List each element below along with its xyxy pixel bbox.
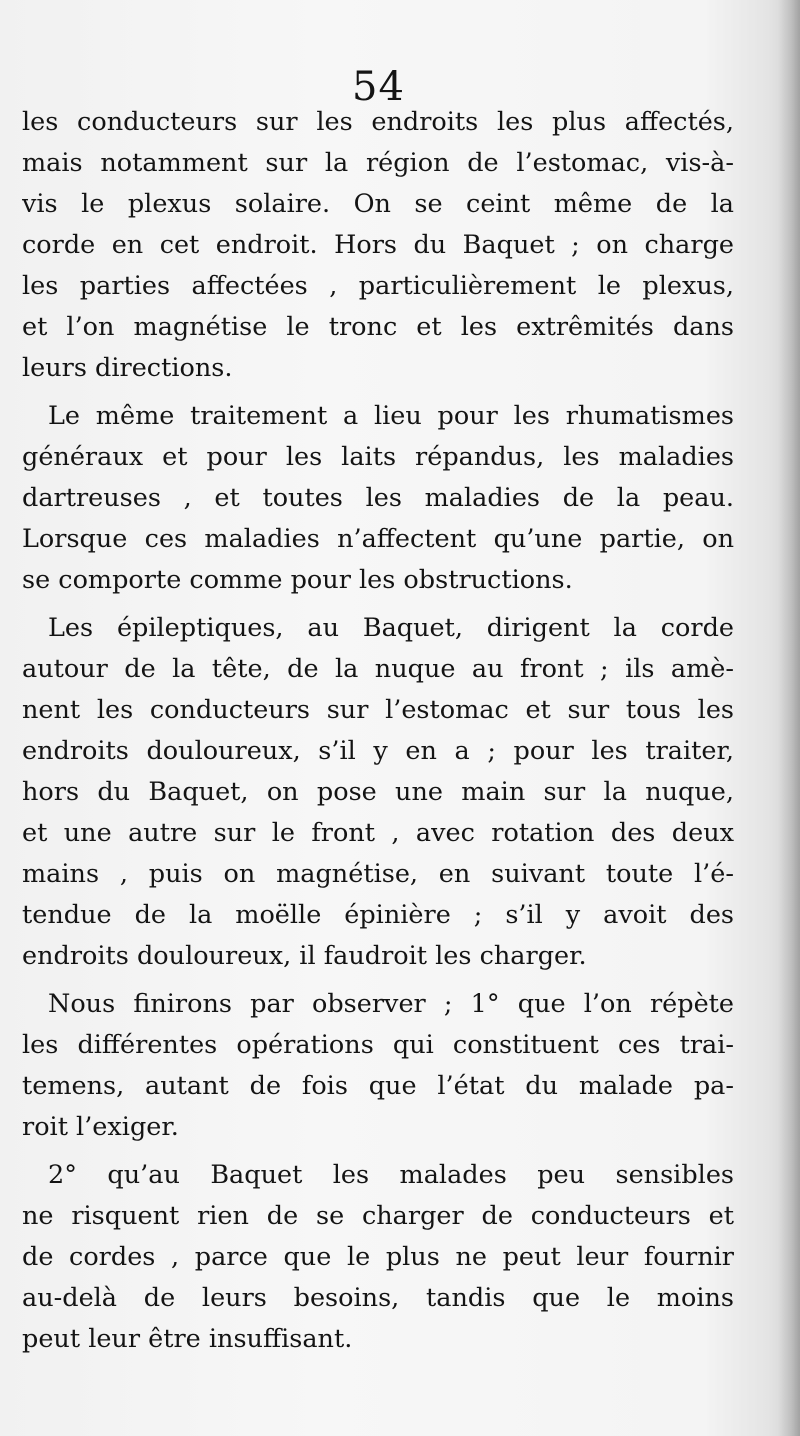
text-line: Lorsque ces maladies n’affectent qu’une partie, on: [22, 524, 734, 554]
text-line: Le même traitement a lieu pour les rhumatismes: [48, 401, 734, 431]
text-line: Nous finirons par observer ; 1° que l’on répète: [48, 989, 734, 1019]
page-number: 54: [352, 64, 405, 110]
text-line: endroits douloureux, il faudroit les charger.: [22, 941, 587, 971]
text-line: endroits douloureux, s’il y en a ; pour les traiter,: [22, 736, 734, 766]
text-line: vis le plexus solaire. On se ceint même de la: [22, 189, 734, 219]
text-line: leurs directions.: [22, 353, 233, 383]
text-line: roit l’exiger.: [22, 1112, 179, 1142]
text-line: et l’on magnétise le tronc et les extrêmités dans: [22, 312, 734, 342]
page-edge-shadow: [778, 0, 800, 1436]
text-line: tendue de la moëlle épinière ; s’il y avoit des: [22, 900, 734, 930]
text-line: autour de la tête, de la nuque au front ; ils amè-: [22, 654, 734, 684]
body-text: [22, 102, 734, 1360]
paragraph-gap: [22, 601, 734, 608]
paragraph-3: [22, 608, 734, 977]
paragraph-5: [22, 1155, 734, 1360]
text-line: de cordes , parce que le plus ne peut leur fournir: [22, 1242, 734, 1272]
text-line: mains , puis on magnétise, en suivant toute l’é-: [22, 859, 734, 889]
text-line: généraux et pour les laits répandus, les maladies: [22, 442, 734, 472]
text-line: et une autre sur le front , avec rotation des deux: [22, 818, 734, 848]
paragraph-4: [22, 984, 734, 1148]
text-line: se comporte comme pour les obstructions.: [22, 565, 573, 595]
text-line: nent les conducteurs sur l’estomac et sur tous les: [22, 695, 734, 725]
paragraph-gap: [22, 389, 734, 396]
paragraph-gap: [22, 977, 734, 984]
text-line: les parties affectées , particulièrement le plexus,: [22, 271, 734, 301]
text-line: 2° qu’au Baquet les malades peu sensibles: [48, 1160, 734, 1190]
text-line: corde en cet endroit. Hors du Baquet ; on charge: [22, 230, 734, 260]
paragraph-2: [22, 396, 734, 601]
text-line: Les épileptiques, au Baquet, dirigent la corde: [48, 613, 734, 643]
text-line: hors du Baquet, on pose une main sur la nuque,: [22, 777, 734, 807]
text-line: peut leur être insuffisant.: [22, 1324, 353, 1354]
text-line: ne risquent rien de se charger de conducteurs et: [22, 1201, 734, 1231]
paragraph-gap: [22, 1148, 734, 1155]
paragraph-1: [22, 102, 734, 389]
text-line: mais notamment sur la région de l’estomac, vis-à-: [22, 148, 734, 178]
text-line: au-delà de leurs besoins, tandis que le moins: [22, 1283, 734, 1313]
text-line: dartreuses , et toutes les maladies de la peau.: [22, 483, 734, 513]
text-line: les conducteurs sur les endroits les plus affectés,: [22, 107, 734, 137]
text-line: temens, autant de fois que l’état du malade pa-: [22, 1071, 734, 1101]
text-line: les différentes opérations qui constituent ces trai-: [22, 1030, 734, 1060]
